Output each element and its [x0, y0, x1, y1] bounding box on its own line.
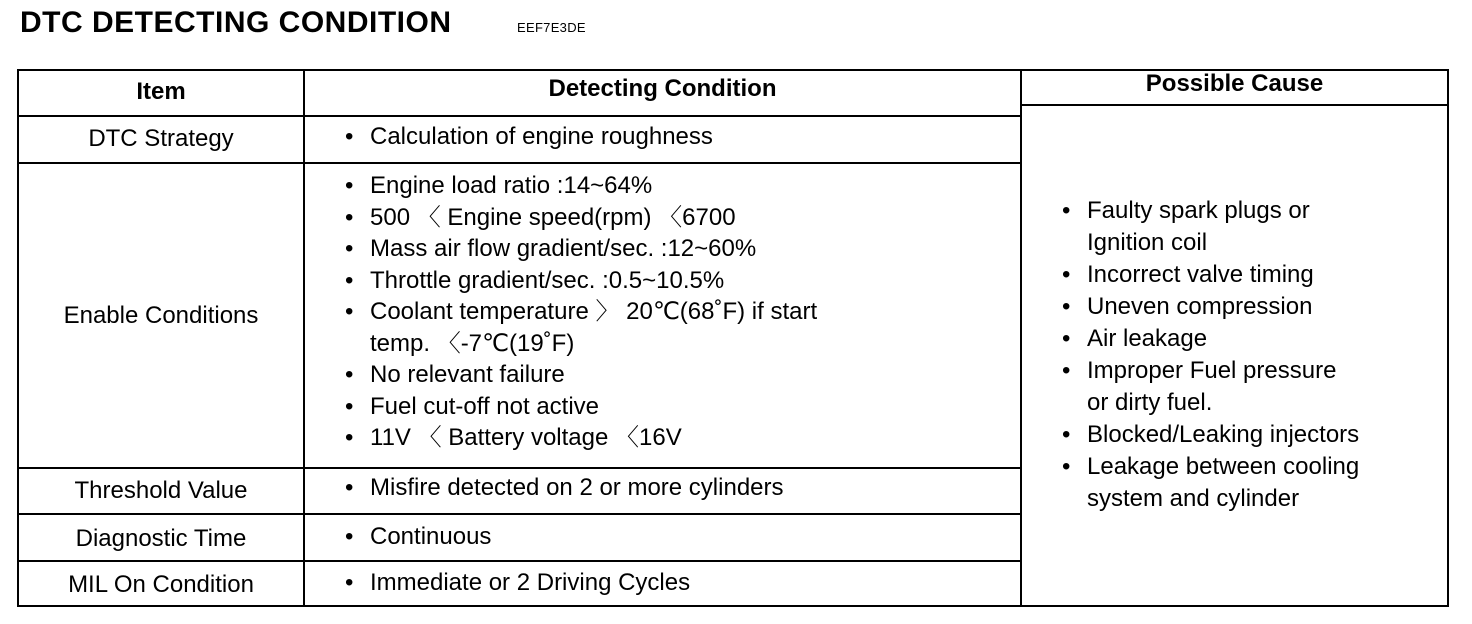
- item-dtc-strategy: DTC Strategy: [88, 125, 234, 152]
- bullet-icon: •: [345, 361, 354, 388]
- list-item: • Engine load ratio :14~64%: [340, 170, 817, 202]
- possible-cause-cell: [1057, 195, 1359, 515]
- bullet-icon: •: [1062, 293, 1071, 320]
- table-border-right: [1447, 69, 1449, 607]
- list-item: • Continuous: [340, 521, 491, 553]
- bullet-icon: •: [1062, 261, 1071, 288]
- item-enable-conditions: Enable Conditions: [63, 302, 259, 329]
- header-row-divider: [17, 115, 1021, 117]
- list-item-continuation: temp. 〈-7℃(19˚F): [370, 329, 575, 357]
- list-item-continuation: system and cylinder: [1087, 485, 1300, 512]
- column-header-item: Item: [136, 78, 186, 105]
- list-item: • Faulty spark plugs or: [1057, 195, 1359, 227]
- condition-cell-dtc-strategy: [340, 121, 713, 153]
- list-item: • 11V 〈 Battery voltage 〈16V: [340, 422, 817, 454]
- list-item: • Uneven compression: [1057, 291, 1359, 323]
- bullet-icon: •: [345, 424, 354, 451]
- bullet-icon: •: [1062, 357, 1071, 384]
- row-divider-2: [17, 467, 1021, 469]
- row-divider-1: [17, 162, 1021, 164]
- row-divider-3: [17, 513, 1021, 515]
- bullet-icon: •: [345, 203, 354, 231]
- bullet-icon: •: [345, 523, 354, 550]
- bullet-icon: •: [345, 123, 354, 150]
- list-item: • Fuel cut-off not active: [340, 391, 817, 423]
- list-item: • Improper Fuel pressure: [1057, 355, 1359, 387]
- bullet-icon: •: [345, 392, 354, 420]
- bullet-icon: •: [1062, 453, 1071, 480]
- column-header-possible-cause: Possible Cause: [1145, 70, 1324, 97]
- list-item: • Mass air flow gradient/sec. :12~60%: [340, 233, 817, 265]
- bullet-icon: •: [345, 474, 354, 501]
- item-mil-on-condition: MIL On Condition: [68, 571, 254, 598]
- row-divider-4: [17, 560, 1021, 562]
- bullet-icon: •: [1062, 421, 1071, 448]
- page-title: DTC DETECTING CONDITION: [20, 6, 452, 39]
- bullet-icon: •: [345, 235, 354, 262]
- document-code: EEF7E3DE: [517, 20, 586, 35]
- list-item: • Immediate or 2 Driving Cycles: [340, 567, 690, 599]
- condition-cell-diagnostic-time: [340, 521, 491, 553]
- header-row-divider-cause: [1021, 104, 1449, 106]
- condition-cell-threshold-value: [340, 472, 784, 504]
- list-item: • Calculation of engine roughness: [340, 121, 713, 153]
- list-item: • Blocked/Leaking injectors: [1057, 419, 1359, 451]
- list-item: • Leakage between cooling: [1057, 451, 1359, 483]
- list-item-continuation: or dirty fuel.: [1087, 389, 1213, 416]
- bullet-icon: •: [1062, 197, 1071, 224]
- column-header-detecting-condition: Detecting Condition: [548, 75, 777, 102]
- list-item: • Coolant temperature 〉 20℃(68˚F) if start: [340, 296, 817, 328]
- item-threshold-value: Threshold Value: [74, 477, 248, 504]
- condition-cell-mil-on-condition: [340, 567, 690, 599]
- dtc-condition-table: [17, 69, 1449, 607]
- condition-cell-enable-conditions: [340, 170, 817, 454]
- list-item: • Throttle gradient/sec. :0.5~10.5%: [340, 265, 817, 297]
- bullet-icon: •: [345, 569, 354, 596]
- table-border-bottom: [17, 605, 1449, 607]
- bullet-icon: •: [345, 298, 354, 325]
- list-item-continuation: Ignition coil: [1087, 229, 1208, 256]
- list-item: • Air leakage: [1057, 323, 1359, 355]
- bullet-icon: •: [345, 172, 354, 199]
- list-item: • Misfire detected on 2 or more cylinders: [340, 472, 784, 504]
- bullet-icon: •: [1062, 325, 1071, 352]
- column-divider-2: [1020, 69, 1022, 607]
- bullet-icon: •: [345, 266, 354, 294]
- list-item: • No relevant failure: [340, 359, 817, 391]
- list-item: • Incorrect valve timing: [1057, 259, 1359, 291]
- list-item: • 500 〈 Engine speed(rpm) 〈6700: [340, 202, 817, 234]
- item-diagnostic-time: Diagnostic Time: [75, 525, 247, 552]
